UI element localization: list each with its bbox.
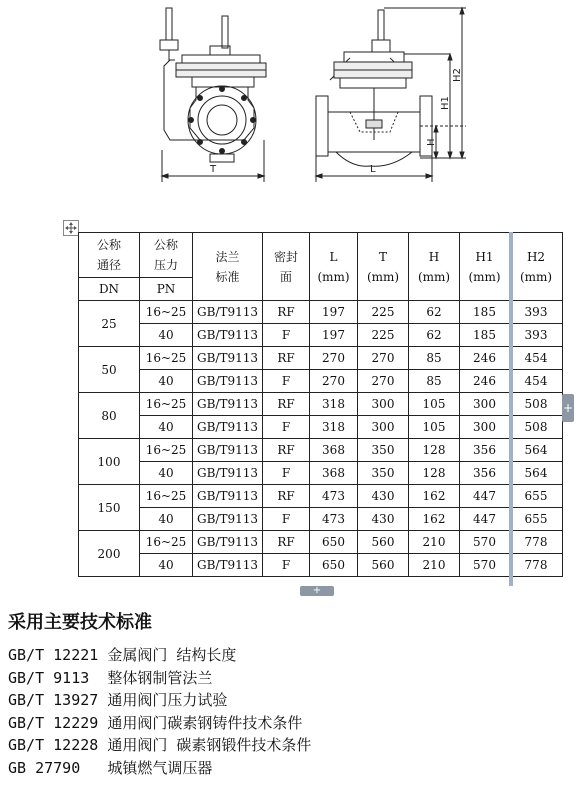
cell-h: 128: [409, 462, 460, 485]
valve-side-view: [316, 8, 466, 182]
dim-label-h2: H2: [452, 68, 463, 82]
cell-pn: 16~25: [140, 485, 193, 508]
header-l: [310, 233, 358, 301]
header-h2-line2: (mm): [519, 269, 553, 284]
cell-h2: 508: [510, 393, 563, 416]
cell-h1: 570: [460, 554, 510, 577]
cell-h1: 300: [460, 393, 510, 416]
cell-h: 162: [409, 508, 460, 531]
cell-t: 350: [358, 439, 409, 462]
cell-pn: 16~25: [140, 393, 193, 416]
header-dn-cn-line2: 通径: [96, 258, 121, 272]
table-row: [79, 301, 563, 324]
cell-h: 128: [409, 439, 460, 462]
table-row: [79, 416, 563, 439]
cell-t: 270: [358, 347, 409, 370]
cell-seal: F: [263, 508, 310, 531]
table-row: [79, 439, 563, 462]
header-dn-code: DN: [79, 278, 140, 301]
cell-seal: F: [263, 370, 310, 393]
cell-l: 650: [310, 531, 358, 554]
cell-h: 210: [409, 531, 460, 554]
cell-t: 350: [358, 462, 409, 485]
cell-pn: 40: [140, 462, 193, 485]
cell-h: 105: [409, 416, 460, 439]
cell-h1: 300: [460, 416, 510, 439]
standard-item: GB/T 13927 通用阀门压力试验: [8, 691, 228, 709]
cell-flange: GB/T9113: [193, 485, 263, 508]
cell-l: 197: [310, 324, 358, 347]
table-row: [79, 347, 563, 370]
cell-flange: GB/T9113: [193, 462, 263, 485]
cell-pn: 16~25: [140, 439, 193, 462]
standard-item: GB/T 12229 通用阀门碳素钢铸件技术条件: [8, 713, 303, 732]
header-h-line2: (mm): [417, 269, 451, 284]
standard-item: GB/T 12228 通用阀门 碳素钢锻件技术条件: [8, 736, 312, 754]
table-row: [79, 324, 563, 347]
header-h1-line1: H1: [475, 249, 494, 264]
header-flange-line1: 法兰: [215, 249, 240, 264]
header-flange-line2: 标准: [215, 269, 240, 284]
cell-h1: 356: [460, 462, 510, 485]
header-seal-line1: 密封: [273, 249, 298, 264]
header-dn-cn-line1: 公称: [96, 238, 121, 252]
cell-seal: F: [263, 324, 310, 347]
cell-dn: 100: [79, 439, 140, 485]
cell-l: 368: [310, 439, 358, 462]
header-t-line2: (mm): [366, 269, 400, 284]
cell-h2: 655: [510, 485, 563, 508]
cell-l: 318: [310, 416, 358, 439]
cell-t: 300: [358, 393, 409, 416]
cell-h2: 393: [510, 324, 563, 347]
dim-label-t: T: [210, 164, 217, 175]
cell-h: 85: [409, 347, 460, 370]
cell-seal: RF: [263, 439, 310, 462]
cell-flange: GB/T9113: [193, 347, 263, 370]
header-pn-code: PN: [140, 278, 193, 301]
cell-seal: RF: [263, 347, 310, 370]
cell-flange: GB/T9113: [193, 324, 263, 347]
cell-h2: 393: [510, 301, 563, 324]
cell-h2: 564: [510, 439, 563, 462]
cell-h2: 564: [510, 462, 563, 485]
table-move-handle-icon[interactable]: [63, 220, 79, 236]
dim-label-h1: H1: [440, 96, 451, 110]
header-h2: [510, 233, 563, 301]
add-row-button[interactable]: +: [300, 586, 334, 596]
table-row: [79, 508, 563, 531]
cell-seal: RF: [263, 301, 310, 324]
cell-flange: GB/T9113: [193, 370, 263, 393]
header-h: [409, 233, 460, 301]
cell-h2: 454: [510, 347, 563, 370]
cell-h1: 447: [460, 485, 510, 508]
cell-h2: 778: [510, 554, 563, 577]
header-h-line1: H: [428, 249, 440, 264]
header-h1: [460, 233, 510, 301]
cell-l: 368: [310, 462, 358, 485]
cell-t: 270: [358, 370, 409, 393]
header-l-line2: (mm): [317, 269, 350, 284]
header-l-line1: L: [329, 249, 338, 264]
cell-pn: 16~25: [140, 301, 193, 324]
cell-h1: 185: [460, 301, 510, 324]
spec-table-wrapper: [78, 232, 563, 577]
cell-l: 650: [310, 554, 358, 577]
table-row: [79, 462, 563, 485]
cell-flange: GB/T9113: [193, 393, 263, 416]
cell-h1: 570: [460, 531, 510, 554]
standard-item: GB/T 12221 金属阀门 结构长度: [8, 646, 237, 664]
cell-dn: 200: [79, 531, 140, 577]
cell-h2: 454: [510, 370, 563, 393]
dim-label-l: L: [370, 164, 376, 175]
cell-pn: 40: [140, 416, 193, 439]
cell-t: 225: [358, 301, 409, 324]
cell-t: 300: [358, 416, 409, 439]
cell-pn: 16~25: [140, 531, 193, 554]
standard-item: GB 27790 城镇燃气调压器: [8, 758, 213, 777]
header-seal-line2: 面: [279, 269, 292, 284]
valve-front-view: [160, 8, 266, 182]
cell-h: 85: [409, 370, 460, 393]
cell-pn: 40: [140, 324, 193, 347]
cell-t: 430: [358, 508, 409, 531]
header-h2-line1: H2: [526, 249, 546, 264]
table-row: [79, 370, 563, 393]
table-row: [79, 485, 563, 508]
standards-title: 采用主要技术标准: [8, 612, 152, 633]
header-h1-line2: (mm): [468, 269, 501, 284]
cell-h1: 246: [460, 347, 510, 370]
cell-h2: 778: [510, 531, 563, 554]
add-column-button[interactable]: +: [562, 394, 574, 422]
cell-h: 62: [409, 301, 460, 324]
cell-l: 473: [310, 508, 358, 531]
cell-pn: 16~25: [140, 347, 193, 370]
cell-h: 162: [409, 485, 460, 508]
cell-flange: GB/T9113: [193, 508, 263, 531]
cell-l: 270: [310, 370, 358, 393]
header-t: [358, 233, 409, 301]
cell-pn: 40: [140, 554, 193, 577]
cell-dn: 150: [79, 485, 140, 531]
header-t-line1: T: [378, 249, 387, 264]
cell-t: 225: [358, 324, 409, 347]
header-pn-cn-line2: 压力: [153, 258, 178, 272]
cell-flange: GB/T9113: [193, 416, 263, 439]
column-resize-handle[interactable]: [509, 232, 513, 586]
cell-dn: 25: [79, 301, 140, 347]
standard-item: GB/T 9113 整体钢制管法兰: [8, 668, 213, 687]
dim-label-h: H: [426, 138, 437, 146]
header-pn-cn: [140, 233, 193, 278]
spec-table: [78, 232, 563, 577]
cell-t: 560: [358, 554, 409, 577]
cell-h: 62: [409, 324, 460, 347]
cell-h: 105: [409, 393, 460, 416]
cell-h: 210: [409, 554, 460, 577]
table-row: [79, 554, 563, 577]
header-dn-cn: [79, 233, 140, 278]
cell-h1: 246: [460, 370, 510, 393]
cell-t: 430: [358, 485, 409, 508]
cell-seal: F: [263, 462, 310, 485]
header-seal: [263, 233, 310, 301]
cell-seal: RF: [263, 485, 310, 508]
cell-flange: GB/T9113: [193, 554, 263, 577]
table-row: [79, 531, 563, 554]
valve-drawing: [0, 0, 584, 200]
cell-h1: 447: [460, 508, 510, 531]
cell-h2: 508: [510, 416, 563, 439]
cell-l: 270: [310, 347, 358, 370]
cell-seal: F: [263, 416, 310, 439]
cell-l: 473: [310, 485, 358, 508]
cell-h2: 655: [510, 508, 563, 531]
cell-l: 197: [310, 301, 358, 324]
standards-list: [8, 644, 311, 779]
cell-h1: 185: [460, 324, 510, 347]
cell-l: 318: [310, 393, 358, 416]
cell-dn: 80: [79, 393, 140, 439]
cell-flange: GB/T9113: [193, 439, 263, 462]
cell-t: 560: [358, 531, 409, 554]
header-flange: [193, 233, 263, 301]
cell-pn: 40: [140, 370, 193, 393]
table-row: [79, 393, 563, 416]
cell-seal: RF: [263, 393, 310, 416]
header-pn-cn-line1: 公称: [153, 238, 178, 252]
cell-flange: GB/T9113: [193, 301, 263, 324]
cell-pn: 40: [140, 508, 193, 531]
cell-seal: RF: [263, 531, 310, 554]
cell-dn: 50: [79, 347, 140, 393]
cell-h1: 356: [460, 439, 510, 462]
cell-seal: F: [263, 554, 310, 577]
cell-flange: GB/T9113: [193, 531, 263, 554]
